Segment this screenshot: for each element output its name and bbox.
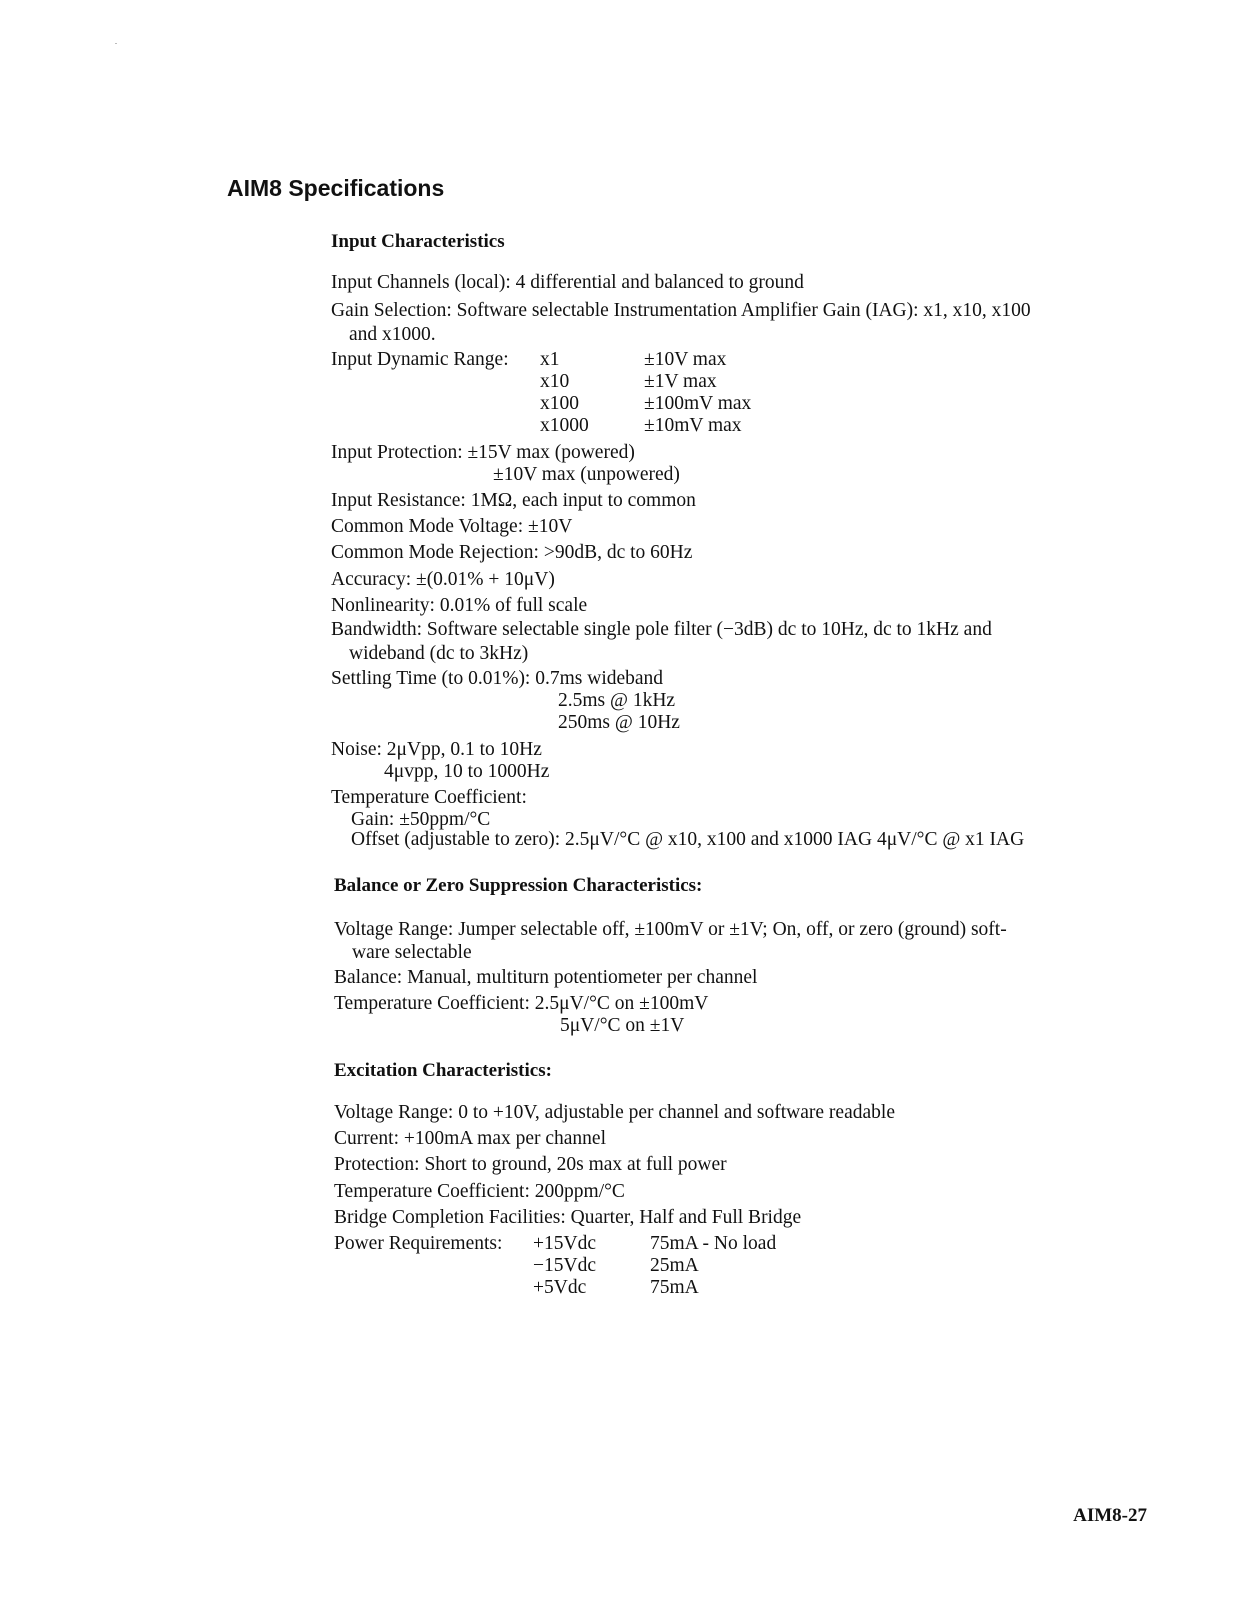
dynamic-range-gain: x100 (540, 393, 579, 414)
nonlinearity-line: Nonlinearity: 0.01% of full scale (331, 595, 588, 616)
input-resistance-line: Input Resistance: 1MΩ, each input to common (331, 490, 696, 511)
power-supply: −15Vdc (533, 1255, 596, 1276)
dynamic-range-value: ±10V max (644, 349, 727, 370)
power-requirements-label: Power Requirements: (334, 1233, 503, 1254)
balance-tempco-line-cont: 5μV/°C on ±1V (560, 1015, 685, 1036)
bandwidth-line: Bandwidth: Software selectable single pole filter (−3dB) dc to 10Hz, dc to 1kHz and (331, 619, 992, 640)
excitation-protection-line: Protection: Short to ground, 20s max at full power (334, 1154, 727, 1175)
excitation-tempco-line: Temperature Coefficient: 200ppm/°C (334, 1181, 625, 1202)
input-protection-line-cont: ±10V max (unpowered) (493, 464, 680, 485)
gain-selection-line-cont: and x1000. (349, 324, 436, 345)
scan-speck (115, 43, 117, 44)
accuracy-line: Accuracy: ±(0.01% + 10μV) (331, 569, 555, 590)
common-mode-rejection-line: Common Mode Rejection: >90dB, dc to 60Hz (331, 542, 693, 563)
balance-characteristics-heading: Balance or Zero Suppression Characteristics: (334, 875, 703, 896)
gain-selection-line: Gain Selection: Software selectable Instrumentation Amplifier Gain (IAG): x1, x10, x100 (331, 300, 1031, 321)
balance-voltage-range-line-cont: ware selectable (352, 942, 472, 963)
temperature-coefficient-label: Temperature Coefficient: (331, 787, 527, 808)
dynamic-range-gain: x1 (540, 349, 560, 370)
input-characteristics-heading: Input Characteristics (331, 231, 505, 252)
settling-time-line: Settling Time (to 0.01%): 0.7ms wideband (331, 668, 664, 689)
power-current: 75mA - No load (650, 1233, 777, 1254)
page-number: AIM8-27 (1073, 1505, 1147, 1526)
settling-time-line-cont: 250ms @ 10Hz (558, 712, 680, 733)
bridge-completion-line: Bridge Completion Facilities: Quarter, Half and Full Bridge (334, 1207, 802, 1228)
power-supply: +15Vdc (533, 1233, 596, 1254)
balance-voltage-range-line: Voltage Range: Jumper selectable off, ±100mV or ±1V; On, off, or zero (ground) soft- (334, 919, 1007, 940)
input-channels-line: Input Channels (local): 4 differential and balanced to ground (331, 272, 804, 293)
excitation-voltage-range-line: Voltage Range: 0 to +10V, adjustable per channel and software readable (334, 1102, 895, 1123)
balance-line: Balance: Manual, multiturn potentiometer per channel (334, 967, 758, 988)
excitation-characteristics-heading: Excitation Characteristics: (334, 1060, 552, 1081)
noise-line: Noise: 2μVpp, 0.1 to 10Hz (331, 739, 542, 760)
dynamic-range-value: ±10mV max (644, 415, 742, 436)
bandwidth-line-cont: wideband (dc to 3kHz) (349, 643, 529, 664)
page-title: AIM8 Specifications (227, 175, 445, 201)
dynamic-range-gain: x1000 (540, 415, 589, 436)
balance-tempco-line: Temperature Coefficient: 2.5μV/°C on ±100mV (334, 993, 709, 1014)
tempco-gain-line: Gain: ±50ppm/°C (351, 809, 491, 830)
dynamic-range-value: ±100mV max (644, 393, 752, 414)
tempco-offset-line: Offset (adjustable to zero): 2.5μV/°C @ x10, x100 and x1000 IAG 4μV/°C @ x1 IAG (351, 829, 1025, 850)
power-current: 25mA (650, 1255, 699, 1276)
excitation-current-line: Current: +100mA max per channel (334, 1128, 607, 1149)
settling-time-line-cont: 2.5ms @ 1kHz (558, 690, 676, 711)
noise-line-cont: 4μvpp, 10 to 1000Hz (384, 761, 550, 782)
power-current: 75mA (650, 1277, 699, 1298)
dynamic-range-value: ±1V max (644, 371, 717, 392)
input-protection-line: Input Protection: ±15V max (powered) (331, 442, 635, 463)
dynamic-range-label: Input Dynamic Range: (331, 349, 509, 370)
power-supply: +5Vdc (533, 1277, 587, 1298)
common-mode-voltage-line: Common Mode Voltage: ±10V (331, 516, 573, 537)
dynamic-range-gain: x10 (540, 371, 570, 392)
